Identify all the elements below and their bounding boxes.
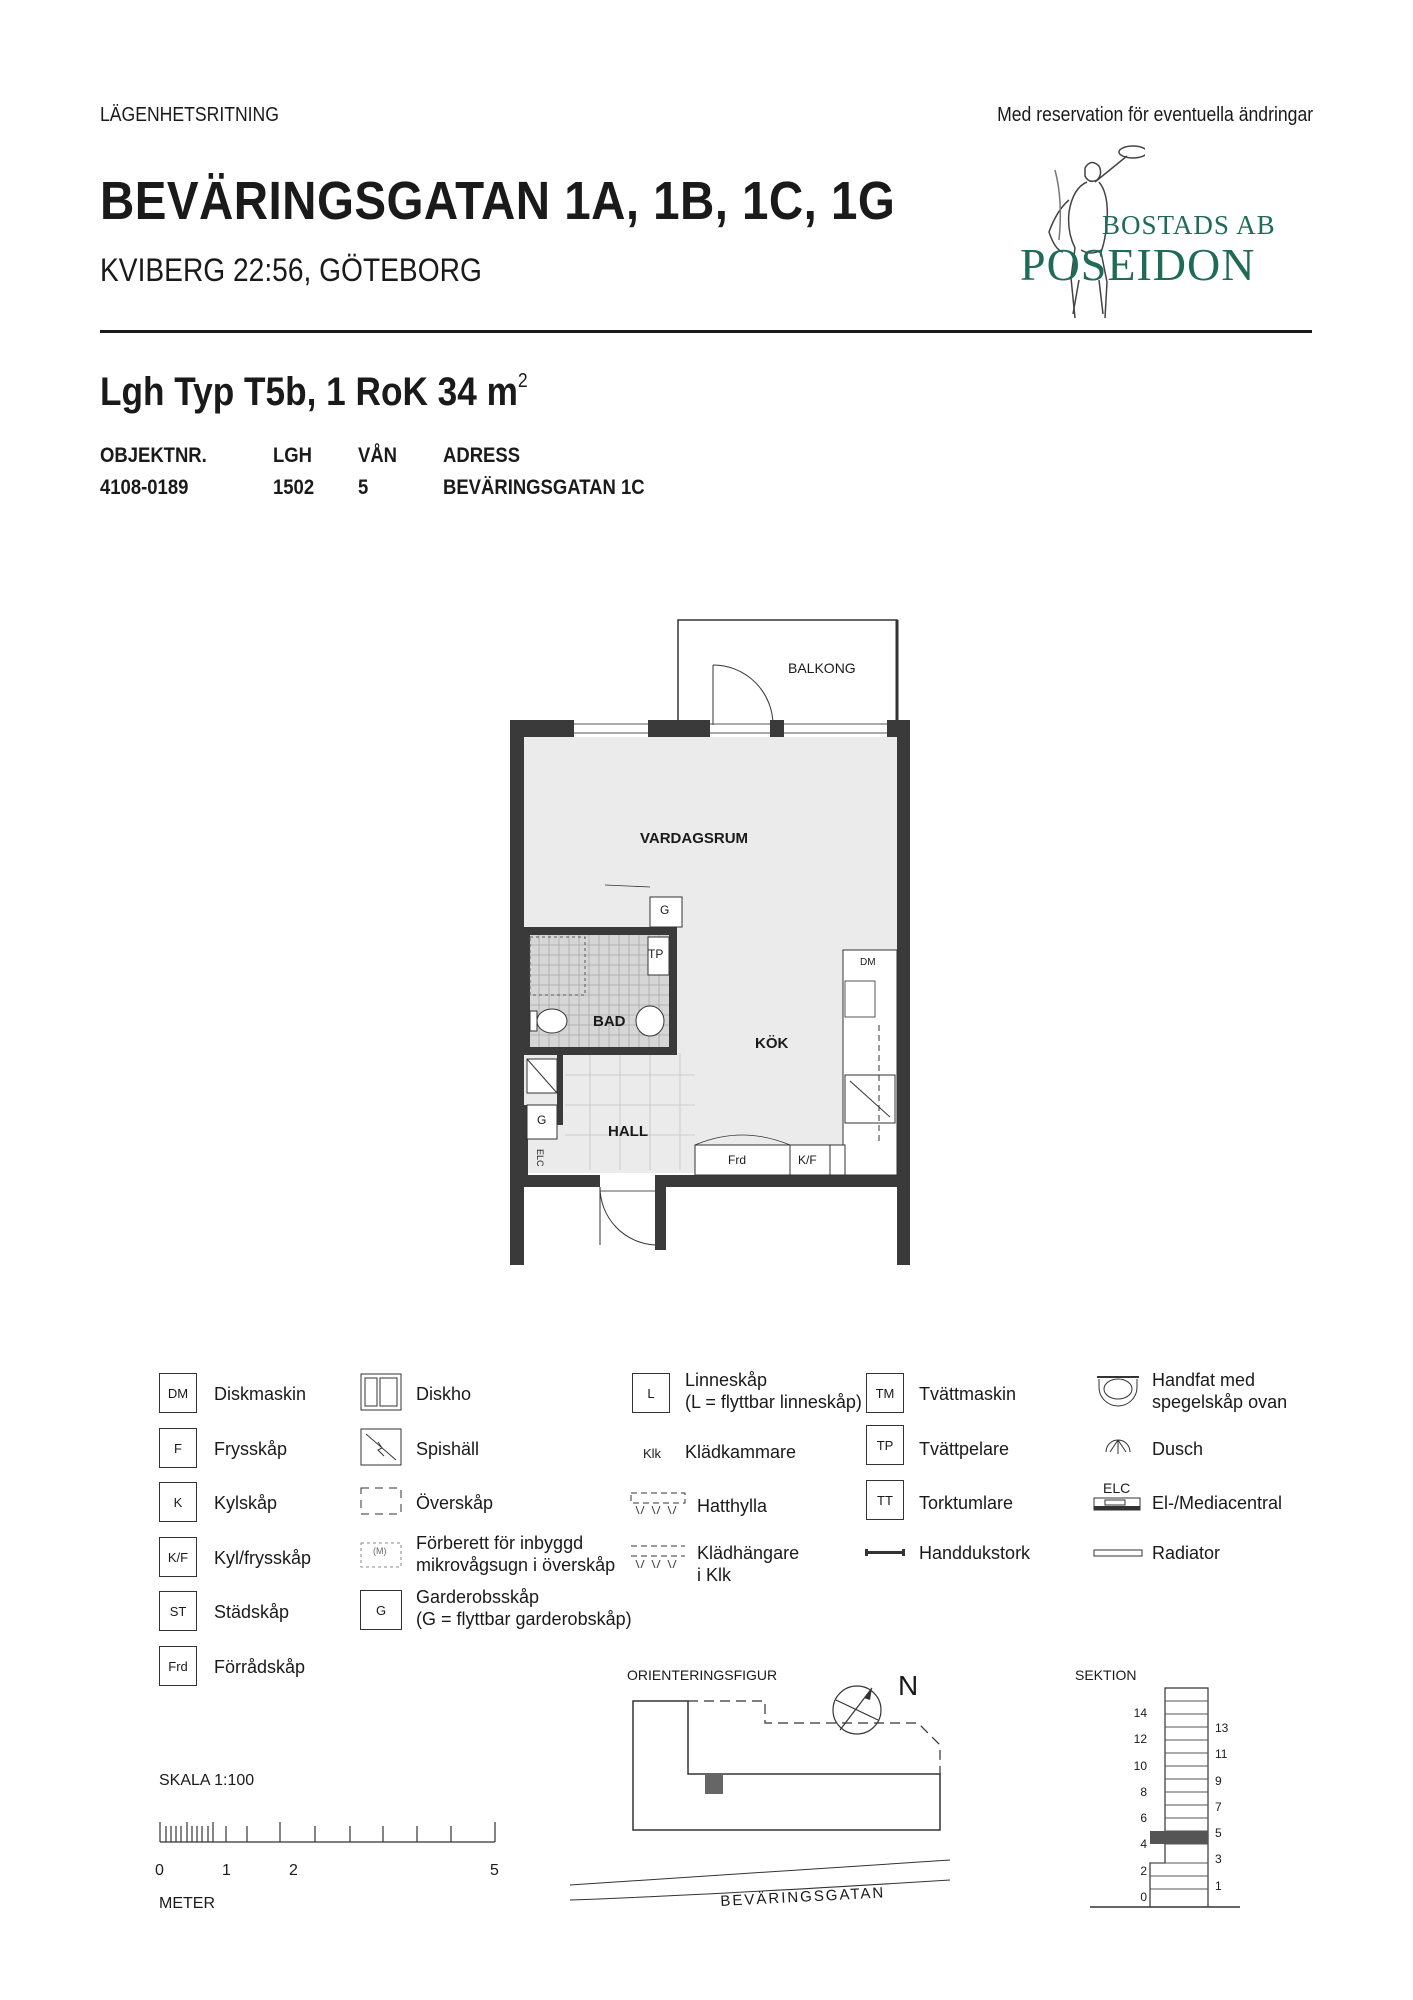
poseidon-logo: [1020, 140, 1320, 325]
scale-label: SKALA 1:100: [159, 1772, 255, 1789]
floor-plan-drawing: [505, 605, 915, 1265]
legend-kf-box: K/F: [159, 1537, 197, 1577]
north-label: N: [898, 1670, 919, 1701]
legend-g-box: G: [360, 1590, 402, 1630]
section-label: SEKTION: [1075, 1667, 1137, 1683]
windows: [574, 724, 887, 733]
section-left-floors: 14 12 10 8 6 4 2 0: [1133, 1706, 1147, 1905]
legend-radiator-label: Radiator: [1152, 1543, 1221, 1563]
legend-dm-box: DM: [159, 1373, 197, 1413]
room-bad: BAD: [593, 1013, 626, 1030]
fixture-dm: DM: [860, 957, 876, 968]
fixture-g2: G: [537, 1113, 547, 1127]
highlighted-floor: [1150, 1831, 1208, 1844]
legend-handfat-label: Handfat med spegelskåp ovan: [1152, 1370, 1288, 1412]
section-right-floors: 13 11 9 7 5 3 1: [1215, 1721, 1229, 1893]
legend-dusch-label: Dusch: [1152, 1439, 1204, 1459]
fixture-tp: TP: [648, 947, 664, 961]
room-vardagsrum: VARDAGSRUM: [640, 830, 749, 847]
lgh-value: 1502: [273, 476, 315, 499]
scale-tick-1: 1: [222, 1862, 231, 1879]
legend-l-box: L: [632, 1373, 670, 1413]
street-label: BEVÄRINGSGATAN: [720, 1884, 886, 1910]
area-unit-superscript: 2: [517, 370, 528, 392]
legend-dusch-icon: [1103, 1432, 1133, 1456]
legend-tm-label: Tvättmaskin: [919, 1384, 1017, 1404]
legend-microwave-icon: [360, 1537, 402, 1575]
building-outline: [633, 1701, 940, 1830]
legend-kladhangare-label: Klädhängare i Klk: [697, 1543, 800, 1585]
lgh-header: LGH: [273, 444, 313, 467]
page-title: BEVÄRINGSGATAN 1A, 1B, 1C, 1G: [100, 171, 896, 231]
legend-l-label: Linneskåp (L = flyttbar linneskåp): [685, 1370, 862, 1412]
objektnr-header: OBJEKTNR.: [100, 444, 207, 467]
balcony-outline: [678, 620, 897, 735]
adress-value: BEVÄRINGSGATAN 1C: [443, 476, 645, 499]
section-drawing: [1070, 1680, 1290, 1920]
disclaimer: Med reservation för eventuella ändringar: [996, 104, 1313, 126]
legend-elc-code: ELC: [1103, 1480, 1131, 1496]
legend-overskap-icon: [360, 1482, 402, 1520]
logo-line2: POSEIDON: [1020, 239, 1256, 290]
legend-radiator-icon: [1093, 1549, 1143, 1557]
fixture-elc: ELC: [535, 1149, 545, 1167]
legend-handdukstork-label: Handdukstork: [919, 1543, 1031, 1563]
logo-line1: BOSTADS AB: [1102, 210, 1276, 240]
legend-tt-box: TT: [866, 1480, 904, 1520]
legend-hatthylla-icon: [630, 1490, 686, 1516]
legend-spishall-label: Spishäll: [416, 1439, 480, 1459]
objektnr-value: 4108-0189: [100, 476, 189, 499]
legend-diskho-label: Diskho: [416, 1384, 472, 1404]
legend-kf-label: Kyl/frysskåp: [214, 1548, 312, 1568]
room-balkong: BALKONG: [788, 660, 856, 676]
legend-dm-label: Diskmaskin: [214, 1384, 307, 1404]
legend-frd-label: Förrådskåp: [214, 1657, 306, 1677]
legend-frd-box: Frd: [159, 1646, 197, 1686]
legend-st-box: ST: [159, 1591, 197, 1631]
van-value: 5: [358, 476, 369, 499]
document-type: LÄGENHETSRITNING: [100, 104, 279, 126]
legend-f-label: Frysskåp: [214, 1439, 288, 1459]
room-hall: HALL: [608, 1123, 648, 1140]
fixture-kf: K/F: [798, 1153, 817, 1167]
legend-tp-label: Tvättpelare: [919, 1439, 1010, 1459]
legend-microwave-label: Förberett för inbyggd mikrovågsugn i överskåp: [416, 1533, 616, 1575]
balcony-door-swing: [713, 665, 773, 725]
legend-tm-box: TM: [866, 1373, 904, 1413]
fixture-frd: Frd: [728, 1153, 746, 1167]
legend-handfat-icon: [1095, 1373, 1141, 1409]
header-divider: [100, 330, 1312, 333]
apartment-title: Lgh Typ T5b, 1 RoK 34 $m^2$: [100, 370, 528, 414]
orientation-label: ORIENTERINGSFIGUR: [627, 1667, 778, 1683]
legend-kladhangare-icon: [630, 1542, 686, 1572]
room-kok: KÖK: [755, 1035, 789, 1052]
legend-elc-label: El-/Mediacentral: [1152, 1493, 1283, 1513]
scale-unit: METER: [159, 1895, 215, 1912]
entry-door-swing: [600, 1187, 655, 1245]
scale-bar: [155, 1812, 505, 1848]
legend-g-label: Garderobsskåp (G = flyttbar garderobskåp): [416, 1587, 632, 1629]
page-subtitle: KVIBERG 22:56, GÖTEBORG: [100, 252, 482, 288]
scale-tick-5: 5: [490, 1862, 499, 1879]
legend-spishall-icon: [360, 1428, 402, 1466]
fixture-g1: G: [660, 903, 670, 917]
legend-tp-box: TP: [866, 1425, 904, 1465]
legend-diskho-icon: [360, 1373, 402, 1411]
floor-plan: [505, 605, 915, 1265]
orientation-figure: [560, 1680, 960, 1920]
legend-k-label: Kylskåp: [214, 1493, 278, 1513]
van-header: VÅN: [358, 444, 398, 467]
legend-elc-icon: [1093, 1497, 1141, 1511]
legend-overskap-label: Överskåp: [416, 1493, 494, 1513]
legend-microwave-code: (M): [373, 1546, 387, 1556]
legend-hatthylla-label: Hatthylla: [697, 1496, 768, 1516]
legend-handdukstork-icon: [864, 1548, 906, 1558]
scale-tick-2: 2: [289, 1862, 298, 1879]
legend-f-box: F: [159, 1428, 197, 1468]
legend-tt-label: Torktumlare: [919, 1493, 1014, 1513]
adress-header: ADRESS: [443, 444, 521, 467]
scale-tick-0: 0: [155, 1862, 164, 1879]
legend-k-box: K: [159, 1482, 197, 1522]
legend-klk-label: Klädkammare: [685, 1442, 797, 1462]
legend-st-label: Städskåp: [214, 1602, 290, 1622]
legend-klk-code: Klk: [643, 1446, 662, 1461]
